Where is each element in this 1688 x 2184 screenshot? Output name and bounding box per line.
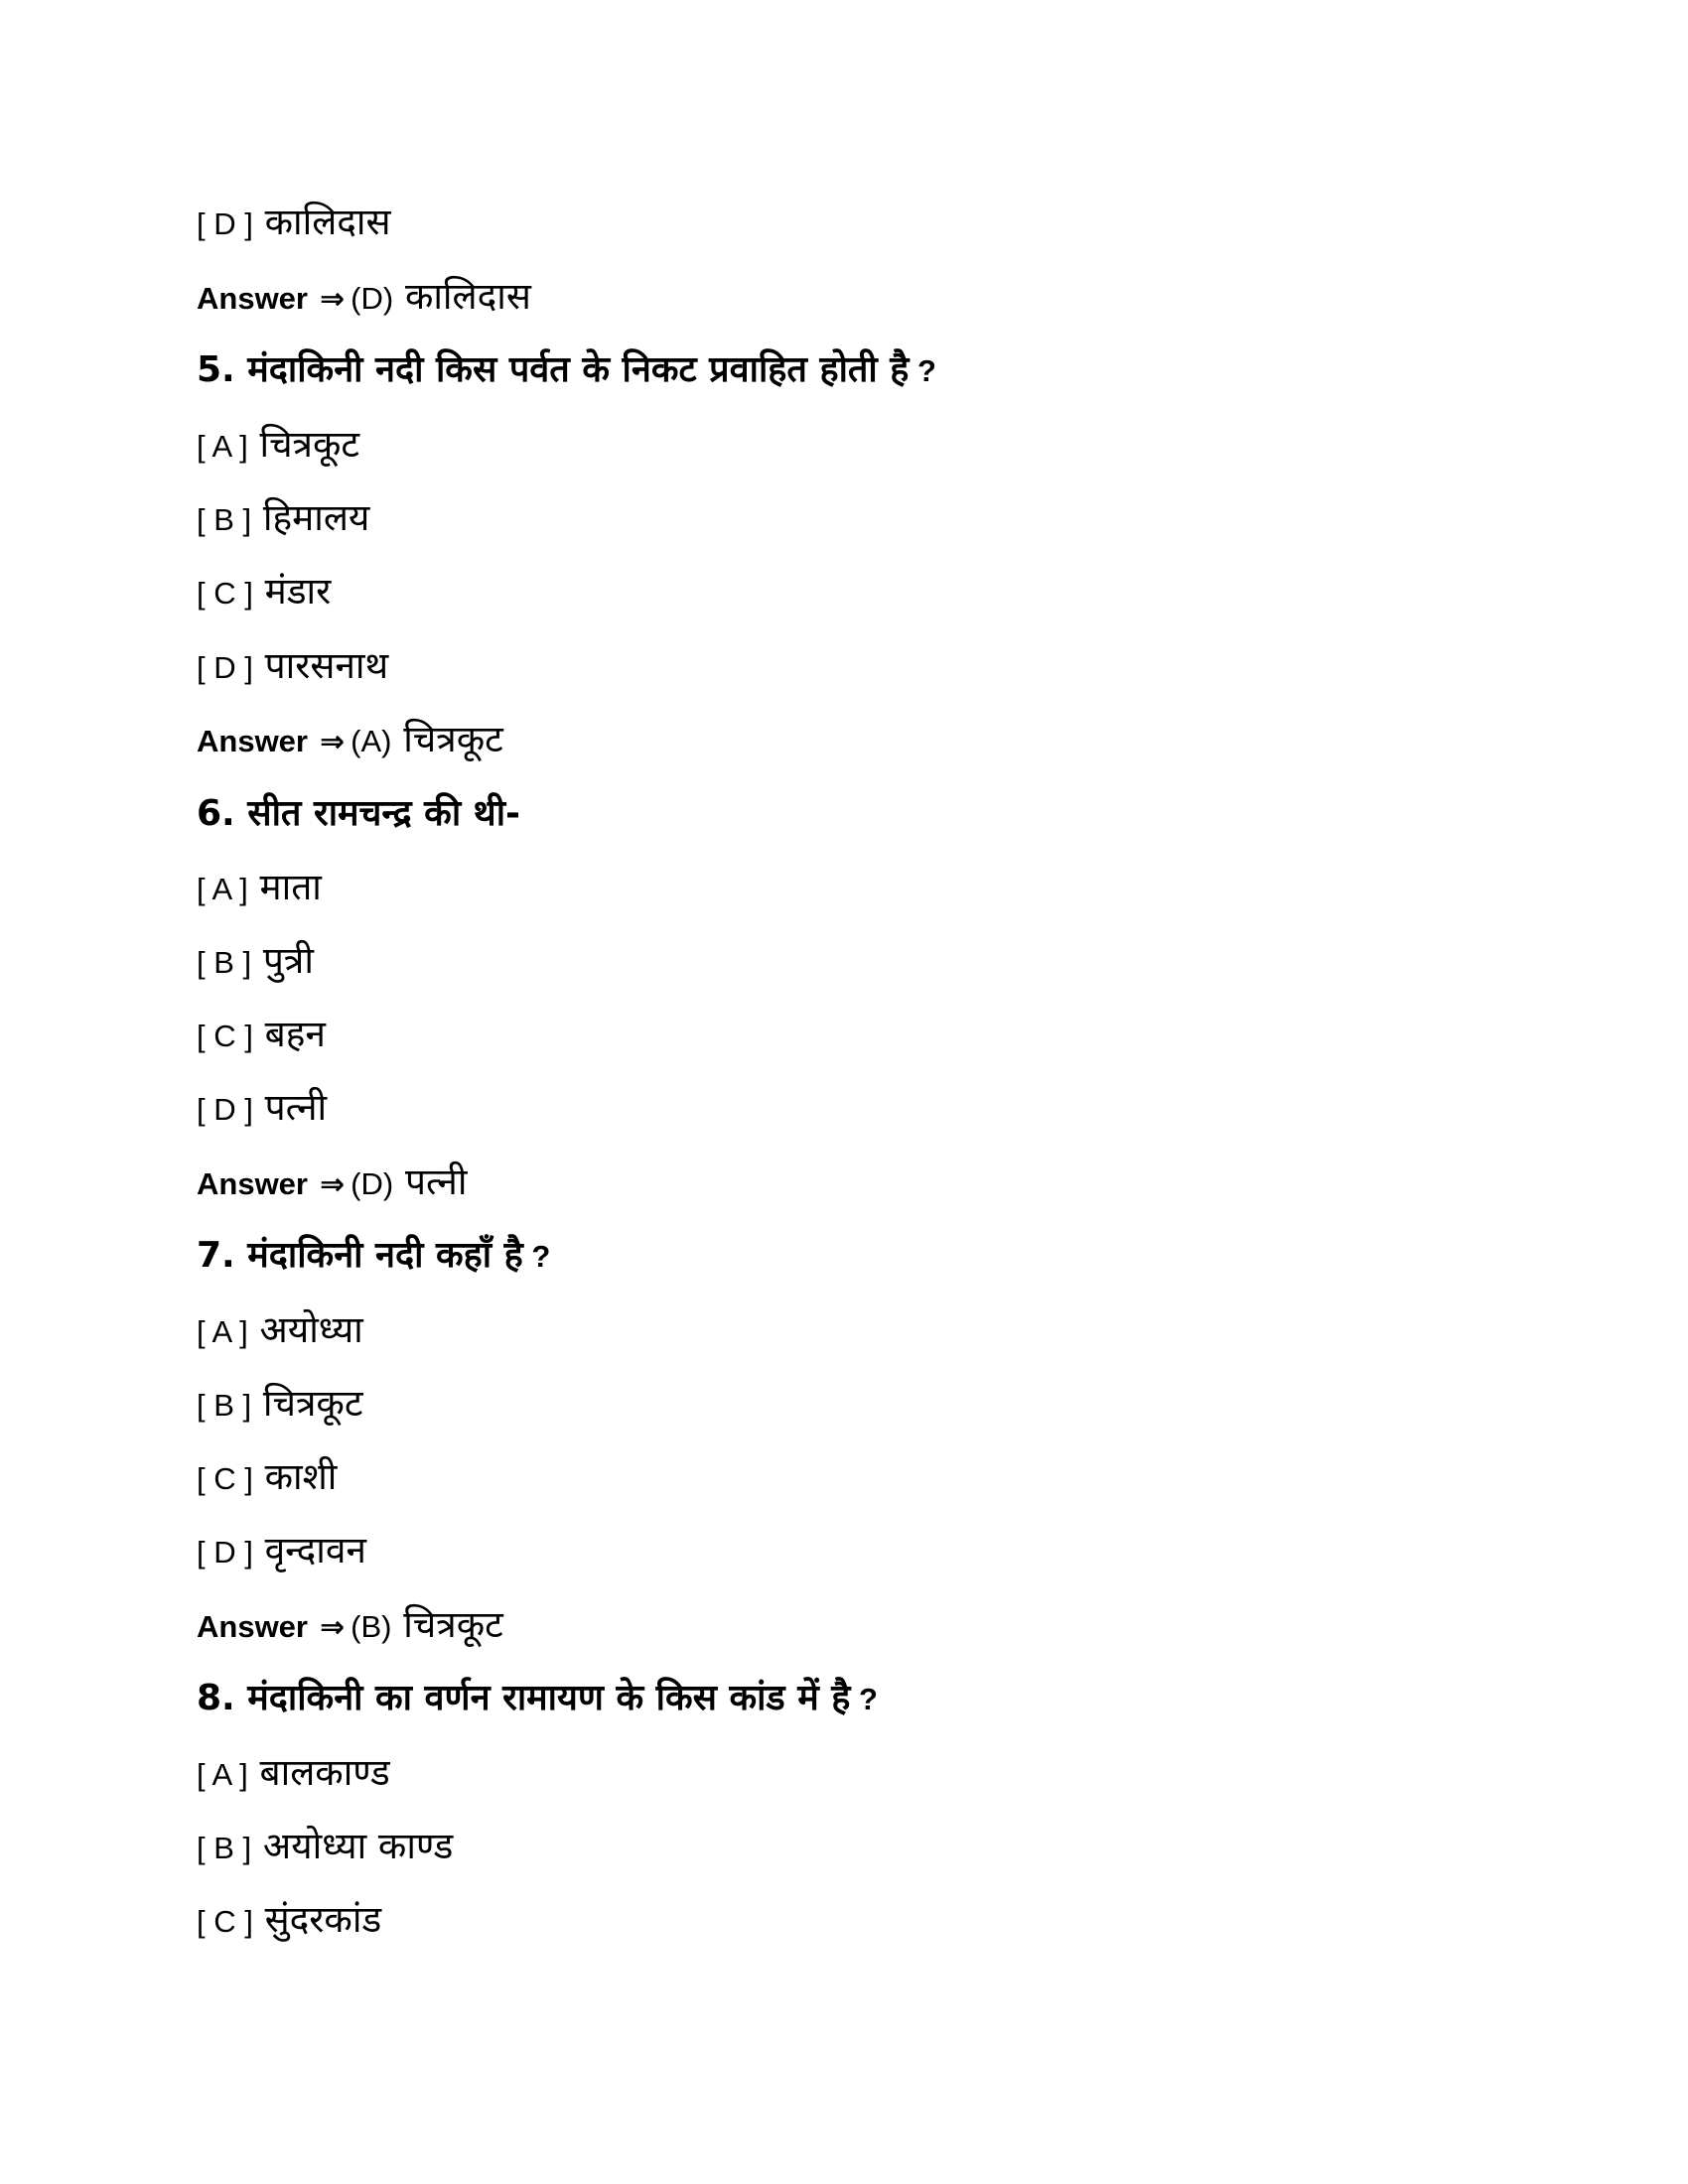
option-text: चित्रकूट — [259, 423, 360, 466]
option-text: पत्नी — [264, 1086, 328, 1129]
answer-option: (B) — [351, 1609, 392, 1644]
option-line — [197, 1521, 366, 1580]
answer-line — [197, 1595, 503, 1655]
answer-label: Answer — [197, 724, 308, 758]
option-line — [197, 562, 331, 621]
question-line — [197, 1226, 550, 1286]
question-text: 5. मंदाकिनी नदी किस पर्वत के निकट प्रवाहित होती है — [197, 349, 910, 390]
option-text: मंडार — [264, 570, 332, 613]
question-suffix: ? — [522, 1239, 551, 1274]
option-line — [197, 931, 314, 991]
option-text: बालकाण्ड — [259, 1751, 390, 1794]
option-line — [197, 1817, 453, 1876]
question-text: 8. मंदाकिनी का वर्णन रामायण के किस कांड में है — [197, 1678, 851, 1718]
option-tag: [ A ] — [197, 1314, 248, 1349]
option-text: कालिदास — [264, 201, 391, 243]
option-tag: [ A ] — [197, 1757, 248, 1792]
option-tag: [ B ] — [197, 945, 252, 980]
arrow-icon: ⇒ — [319, 725, 346, 759]
option-tag: [ C ] — [197, 1461, 253, 1496]
answer-option: (A) — [351, 724, 392, 758]
option-text: पारसनाथ — [264, 644, 389, 687]
option-tag: [ C ] — [197, 1019, 253, 1053]
option-line — [197, 1743, 390, 1803]
answer-text: चित्रकूट — [403, 718, 503, 760]
option-tag: [ A ] — [197, 872, 248, 906]
option-line — [197, 193, 391, 252]
answer-text: कालिदास — [404, 275, 531, 318]
answer-line — [197, 710, 503, 769]
option-tag: [ D ] — [197, 650, 253, 685]
option-line — [197, 1890, 381, 1950]
option-tag: [ B ] — [197, 1831, 252, 1865]
option-text: वृन्दावन — [264, 1529, 366, 1571]
answer-line — [197, 267, 531, 327]
option-line — [197, 1005, 326, 1064]
answer-label: Answer — [197, 1166, 308, 1201]
answer-text: पत्नी — [404, 1160, 468, 1203]
arrow-icon: ⇒ — [319, 1167, 346, 1202]
question-line — [197, 1669, 878, 1728]
option-text: अयोध्या — [259, 1308, 363, 1351]
option-text: हिमालय — [262, 496, 370, 539]
arrow-icon: ⇒ — [319, 282, 346, 317]
option-text: पुत्री — [262, 939, 314, 982]
option-text: काशी — [264, 1455, 338, 1498]
answer-line — [197, 1153, 467, 1212]
option-tag: [ D ] — [197, 206, 253, 241]
option-tag: [ D ] — [197, 1092, 253, 1127]
option-line — [197, 858, 322, 917]
option-line — [197, 415, 359, 475]
question-line — [197, 784, 520, 844]
option-text: बहन — [264, 1013, 326, 1055]
option-line — [197, 1300, 363, 1360]
option-line — [197, 1374, 362, 1433]
option-tag: [ A ] — [197, 429, 248, 464]
option-line — [197, 488, 369, 548]
option-line — [197, 636, 388, 696]
question-text: 7. मंदाकिनी नदी कहाँ है — [197, 1235, 523, 1276]
option-tag: [ D ] — [197, 1535, 253, 1570]
option-line — [197, 1447, 337, 1507]
option-tag: [ C ] — [197, 576, 253, 611]
option-text: माता — [259, 866, 322, 908]
answer-option: (D) — [351, 281, 394, 316]
answer-text: चित्रकूट — [403, 1603, 503, 1646]
arrow-icon: ⇒ — [319, 1610, 346, 1645]
answer-label: Answer — [197, 281, 308, 316]
option-tag: [ C ] — [197, 1904, 253, 1939]
answer-label: Answer — [197, 1609, 308, 1644]
option-text: चित्रकूट — [262, 1382, 363, 1425]
option-text: अयोध्या काण्ड — [262, 1825, 454, 1867]
question-suffix: ? — [850, 1682, 878, 1716]
question-line — [197, 341, 936, 400]
question-suffix: ? — [909, 353, 936, 388]
option-tag: [ B ] — [197, 1388, 252, 1423]
option-text: सुंदरकांड — [264, 1898, 382, 1941]
option-tag: [ B ] — [197, 502, 252, 537]
option-line — [197, 1078, 327, 1138]
question-text: 6. सीत रामचन्द्र की थी- — [197, 793, 520, 834]
answer-option: (D) — [351, 1166, 394, 1201]
